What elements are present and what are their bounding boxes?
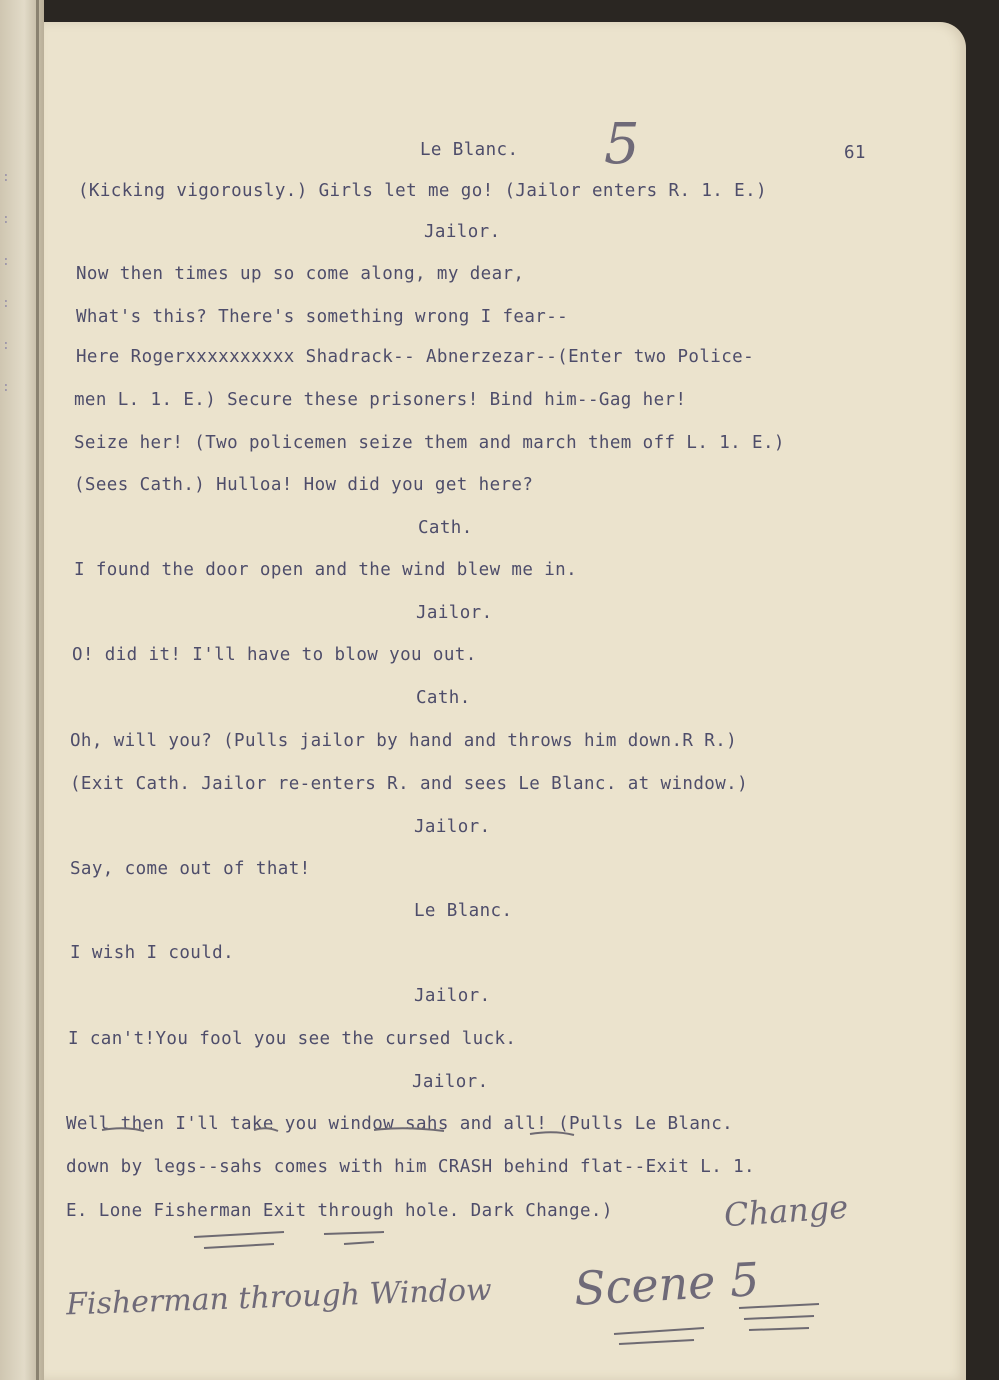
- script-line: (Sees Cath.) Hulloa! How did you get here?: [74, 475, 534, 495]
- script-line: (Kicking vigorously.) Girls let me go! (Jailor enters R. 1. E.): [78, 181, 767, 201]
- handwritten-scene-number: Scene 5: [572, 1252, 761, 1316]
- script-line: Oh, will you? (Pulls jailor by hand and throws him down.R R.): [70, 731, 738, 751]
- script-line: men L. 1. E.) Secure these prisoners! Bind him--Gag her!: [74, 390, 687, 410]
- script-line: I found the door open and the wind blew me in.: [74, 560, 578, 580]
- speaker-name: Jailor.: [424, 222, 501, 242]
- spine-edge: [36, 0, 39, 1380]
- script-line: (Exit Cath. Jailor re-enters R. and sees Le Blanc. at window.): [70, 774, 749, 794]
- script-line: Now then times up so come along, my dear,: [76, 264, 525, 284]
- pencil-underlines: [44, 22, 966, 1380]
- page-number: 61: [844, 143, 866, 163]
- speaker-name: Le Blanc.: [414, 901, 513, 921]
- speaker-name: Cath.: [416, 688, 471, 708]
- script-line: E. Lone Fisherman Exit through hole. Dark Change.): [66, 1201, 613, 1221]
- handwritten-mark: 5: [604, 112, 640, 177]
- facing-page-margin: : : : : : :: [2, 170, 10, 395]
- script-line: What's this? There's something wrong I fear--: [76, 307, 569, 327]
- speaker-name: Jailor.: [412, 1072, 489, 1092]
- manuscript-page: [44, 22, 966, 1380]
- script-line: I wish I could.: [70, 943, 235, 963]
- script-line: Here Rogerxxxxxxxxxx Shadrack-- Abnerzezar--(Enter two Police-: [76, 347, 755, 367]
- script-line: Well then I'll take you window sahs and all! (Pulls Le Blanc.: [66, 1114, 734, 1134]
- handwritten-change: Change: [722, 1187, 850, 1235]
- handwritten-fisherman-note: Fisherman through Window: [65, 1272, 493, 1323]
- script-line: I can't!You fool you see the cursed luck.: [68, 1029, 517, 1049]
- speaker-name: Jailor.: [416, 603, 493, 623]
- speaker-name: Cath.: [418, 518, 473, 538]
- script-line: down by legs--sahs comes with him CRASH behind flat--Exit L. 1.: [66, 1157, 755, 1177]
- script-line: Seize her! (Two policemen seize them and march them off L. 1. E.): [74, 433, 785, 453]
- speaker-name: Jailor.: [414, 817, 491, 837]
- speaker-name: Jailor.: [414, 986, 491, 1006]
- script-line: Say, come out of that!: [70, 859, 311, 879]
- page-header-title: Le Blanc.: [420, 140, 519, 160]
- book-spine: [0, 0, 44, 1380]
- script-line: O! did it! I'll have to blow you out.: [72, 645, 477, 665]
